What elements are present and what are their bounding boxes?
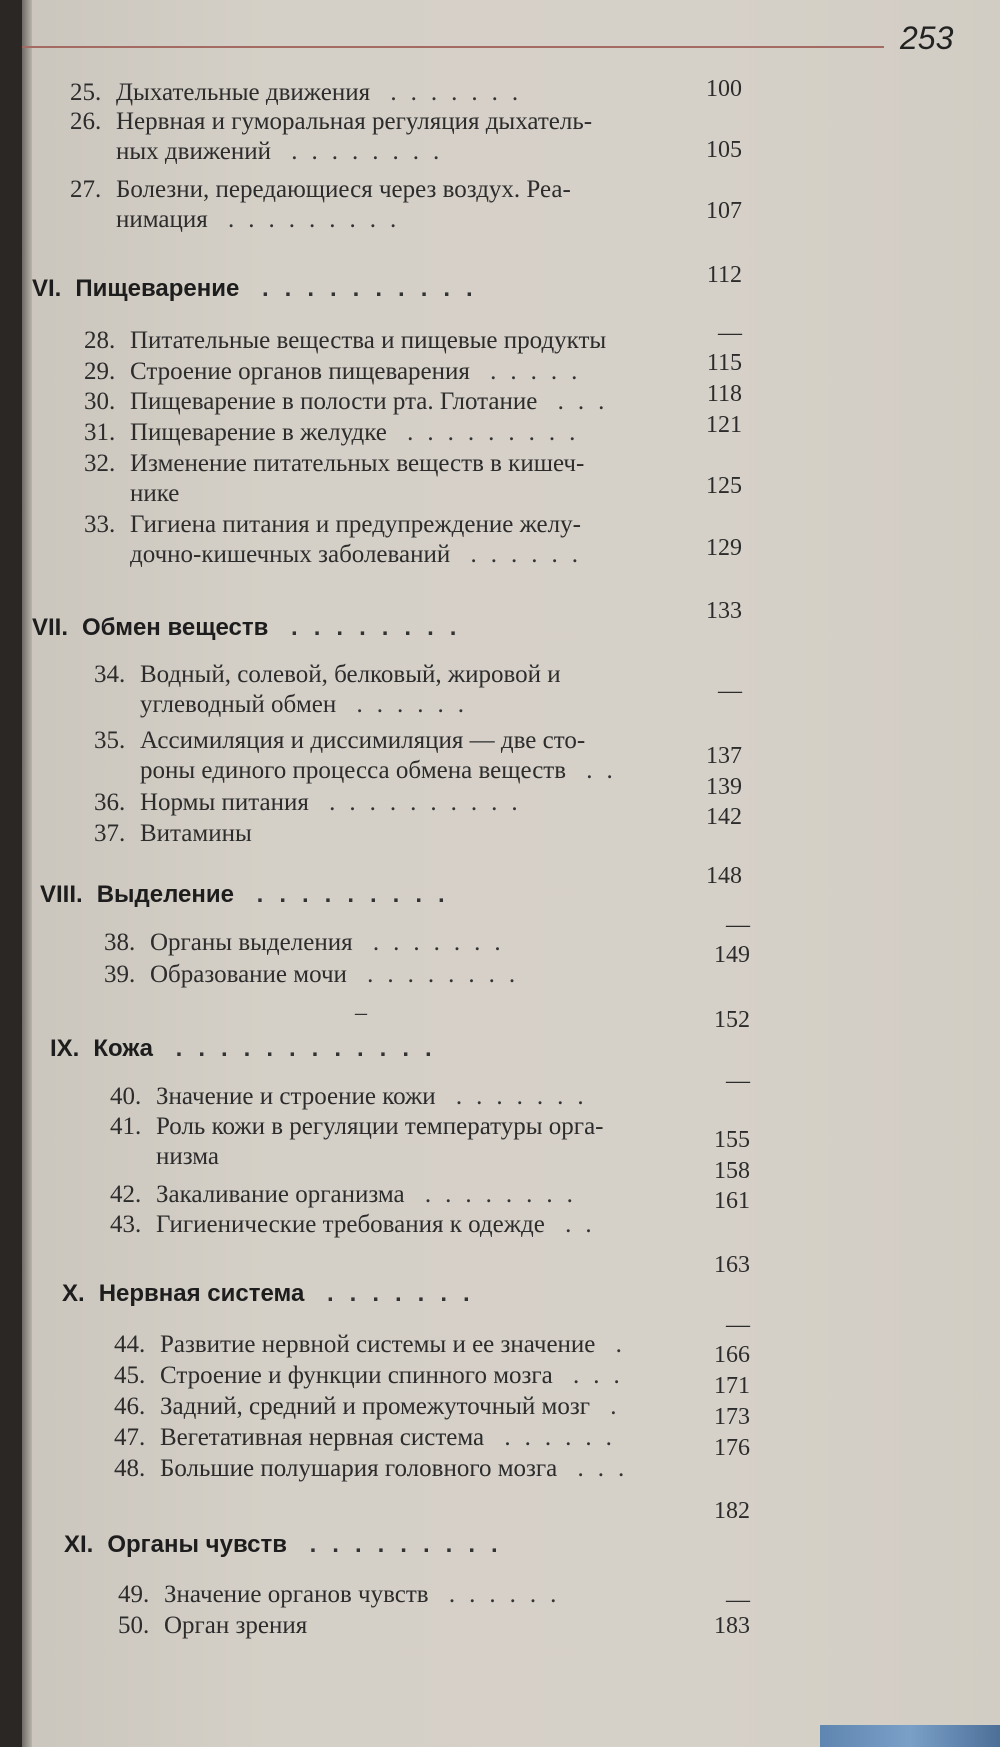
section-number: IX.	[50, 1035, 80, 1062]
leader-dots: ........	[268, 614, 473, 641]
page-reference: —	[718, 320, 742, 346]
entry-number: 34.	[94, 661, 126, 688]
entry-title: роны единого процесса обмена веществ	[140, 757, 567, 784]
leader-dots: .......	[304, 1280, 486, 1307]
toc-entry	[84, 418, 589, 448]
entry-title: Образование мочи	[150, 961, 347, 988]
entry-title: Пищеварение в желудке	[130, 419, 387, 446]
toc-entry	[114, 1330, 636, 1360]
entry-number: 25.	[70, 79, 102, 106]
leader-dots: .	[589, 1393, 631, 1420]
page-reference: 148	[706, 863, 742, 889]
page-reference: 137	[706, 743, 742, 769]
table-of-contents	[22, 0, 1000, 1747]
leader-dots: .........	[286, 1531, 514, 1558]
toc-entry	[118, 1611, 307, 1641]
entry-title: Гигиенические требования к одежде	[156, 1211, 545, 1238]
leader-dots: ......	[428, 1581, 571, 1608]
page-reference: 105	[706, 137, 742, 163]
entry-title: Гигиена питания и предупреждение желу-	[130, 511, 581, 538]
entry-number: 33.	[84, 511, 116, 538]
leader-dots: .......	[370, 79, 533, 106]
leader-dots: .........	[386, 419, 590, 446]
entry-number: 31.	[84, 419, 116, 446]
section-title: Кожа	[93, 1035, 153, 1062]
entry-title: Ассимиляция и диссимиляция — две сто-	[140, 727, 586, 754]
entry-number: 35.	[94, 727, 126, 754]
page-reference: 142	[706, 804, 742, 830]
page-reference: 163	[714, 1252, 750, 1278]
page-reference: 100	[706, 76, 742, 102]
section-heading	[62, 1279, 486, 1309]
stray-mark: –	[355, 1000, 367, 1026]
entry-title: Значение органов чувств	[164, 1581, 429, 1608]
toc-entry	[84, 357, 591, 387]
page-reference: 112	[706, 262, 742, 288]
leader-dots: ......	[484, 1424, 626, 1451]
entry-title: Витамины	[140, 820, 252, 847]
entry-number: 29.	[84, 358, 116, 385]
toc-entry	[114, 1392, 630, 1422]
entry-title: дочно-кишечных заболеваний	[130, 541, 451, 568]
toc-entry	[114, 1423, 626, 1453]
entry-title: Водный, солевой, белковый, жировой и	[140, 661, 561, 688]
section-title: Выделение	[96, 881, 234, 908]
section-title: Пищеварение	[75, 275, 240, 302]
toc-entry	[104, 960, 529, 990]
leader-dots: ...	[537, 388, 619, 415]
entry-title: Развитие нервной системы и ее значение	[160, 1331, 596, 1358]
section-heading	[40, 880, 461, 910]
section-number: VIII.	[40, 881, 83, 908]
entry-title: нимация	[116, 206, 208, 233]
toc-entry	[84, 387, 618, 417]
entry-number: 46.	[114, 1393, 146, 1420]
toc-entry	[118, 1580, 570, 1610]
toc-entry	[84, 326, 606, 356]
section-number: VII.	[32, 614, 69, 641]
book-page	[22, 0, 1000, 1747]
leader-dots: ........	[404, 1181, 587, 1208]
leader-dots: ......	[336, 691, 479, 718]
page-reference: —	[726, 912, 750, 938]
toc-entry	[94, 660, 561, 690]
toc-entry	[94, 726, 585, 756]
entry-number: 26.	[70, 108, 102, 135]
toc-entry	[114, 1454, 638, 1484]
toc-entry-continuation	[140, 690, 478, 720]
entry-title: Дыхательные движения	[116, 79, 371, 106]
entry-title: Орган зрения	[164, 1612, 308, 1639]
entry-number: 36.	[94, 789, 126, 816]
section-heading	[32, 613, 472, 643]
toc-entry	[94, 819, 252, 849]
entry-title: низма	[156, 1143, 220, 1170]
entry-title: Изменение питательных веществ в кишеч-	[130, 450, 585, 477]
page-reference: 149	[714, 942, 750, 968]
section-heading	[64, 1530, 514, 1560]
page-reference: 129	[706, 535, 742, 561]
entry-number: 43.	[110, 1211, 142, 1238]
leader-dots: .........	[233, 881, 461, 908]
entry-title: Строение и функции спинного мозга	[160, 1362, 553, 1389]
entry-title: Питательные вещества и пищевые продукты	[130, 327, 607, 354]
entry-number: 30.	[84, 388, 116, 415]
page-reference: 176	[714, 1435, 750, 1461]
page-reference: —	[726, 1068, 750, 1094]
entry-number: 37.	[94, 820, 126, 847]
leader-dots: .	[595, 1331, 636, 1358]
entry-title: Органы выделения	[150, 929, 353, 956]
leader-dots: .......	[435, 1083, 598, 1110]
toc-entry-continuation	[130, 479, 179, 509]
section-heading	[50, 1034, 448, 1064]
toc-entry-continuation	[116, 137, 453, 167]
section-title: Нервная система	[98, 1280, 305, 1307]
entry-title: ных движений	[116, 138, 272, 165]
leader-dots: .........	[207, 206, 411, 233]
toc-entry	[84, 449, 584, 479]
leader-dots: ..	[544, 1211, 606, 1238]
section-title: Органы чувств	[107, 1531, 287, 1558]
entry-title: Закаливание организма	[156, 1181, 405, 1208]
entry-number: 47.	[114, 1424, 146, 1451]
section-number: XI.	[64, 1531, 94, 1558]
page-reference: 171	[714, 1373, 750, 1399]
entry-number: 41.	[110, 1113, 142, 1140]
leader-dots: ..........	[239, 275, 489, 302]
entry-title: углеводный обмен	[140, 691, 337, 718]
toc-entry	[70, 107, 592, 137]
entry-title: Задний, средний и промежуточный мозг	[160, 1393, 590, 1420]
entry-title: Вегетативная нервная система	[160, 1424, 485, 1451]
entry-title: нике	[130, 480, 180, 507]
entry-number: 39.	[104, 961, 136, 988]
page-reference: 183	[714, 1613, 750, 1639]
entry-title: Роль кожи в регуляции температуры орга-	[156, 1113, 604, 1140]
page-reference: 125	[706, 473, 742, 499]
entry-number: 40.	[110, 1083, 142, 1110]
toc-entry	[114, 1361, 634, 1391]
toc-entry	[94, 788, 532, 818]
toc-entry	[104, 928, 515, 958]
toc-entry	[110, 1082, 598, 1112]
entry-number: 27.	[70, 176, 102, 203]
entry-title: Болезни, передающиеся через воздух. Реа-	[116, 176, 571, 203]
leader-dots: ..........	[308, 789, 532, 816]
toc-entry	[110, 1210, 606, 1240]
leader-dots: .....	[469, 358, 592, 385]
entry-number: 44.	[114, 1331, 146, 1358]
toc-entry	[110, 1180, 587, 1210]
toc-entry-continuation	[116, 205, 410, 235]
leader-dots: ...	[557, 1455, 639, 1482]
entry-title: Пищеварение в полости рта. Глотание	[130, 388, 538, 415]
section-title: Обмен веществ	[82, 614, 269, 641]
entry-number: 49.	[118, 1581, 150, 1608]
entry-number: 50.	[118, 1612, 150, 1639]
page-reference: 115	[706, 350, 742, 376]
page-reference: —	[726, 1312, 750, 1338]
page-reference: 152	[714, 1007, 750, 1033]
toc-entry	[84, 510, 581, 540]
entry-title: Значение и строение кожи	[156, 1083, 436, 1110]
leader-dots: ........	[271, 138, 454, 165]
entry-title: Большие полушария головного мозга	[160, 1455, 558, 1482]
page-reference: 158	[714, 1158, 750, 1184]
page-reference: 161	[714, 1188, 750, 1214]
page-reference: 155	[714, 1127, 750, 1153]
page-reference: —	[726, 1587, 750, 1613]
entry-number: 42.	[110, 1181, 142, 1208]
page-reference: 133	[706, 598, 742, 624]
entry-number: 45.	[114, 1362, 146, 1389]
toc-entry	[70, 78, 532, 108]
page-reference: —	[718, 678, 742, 704]
toc-entry	[70, 175, 571, 205]
leader-dots: .......	[352, 929, 515, 956]
section-number: X.	[62, 1280, 85, 1307]
leader-dots: ...	[552, 1362, 634, 1389]
page-reference: 121	[706, 412, 742, 438]
toc-entry-continuation	[156, 1142, 219, 1172]
page-reference: 139	[706, 774, 742, 800]
leader-dots: ......	[450, 541, 592, 568]
leader-dots: ............	[153, 1035, 448, 1062]
page-reference: 173	[714, 1404, 750, 1430]
page-reference: 166	[714, 1342, 750, 1368]
entry-title: Нервная и гуморальная регуляция дыхатель-	[116, 108, 593, 135]
toc-entry-continuation	[140, 756, 627, 786]
page-reference: 107	[706, 198, 742, 224]
section-number: VI.	[32, 275, 62, 302]
background-fabric	[820, 1725, 1000, 1747]
page-number: 253	[900, 20, 954, 56]
entry-number: 38.	[104, 929, 136, 956]
section-heading	[32, 274, 489, 304]
entry-number: 48.	[114, 1455, 146, 1482]
page-reference: 182	[714, 1498, 750, 1524]
leader-dots: ........	[346, 961, 530, 988]
entry-number: 32.	[84, 450, 116, 477]
entry-number: 28.	[84, 327, 116, 354]
toc-entry-continuation	[130, 540, 592, 570]
leader-dots: ..	[566, 757, 627, 784]
entry-title: Строение органов пищеварения	[130, 358, 470, 385]
entry-title: Нормы питания	[140, 789, 309, 816]
page-reference: 118	[706, 381, 742, 407]
toc-entry	[110, 1112, 604, 1142]
